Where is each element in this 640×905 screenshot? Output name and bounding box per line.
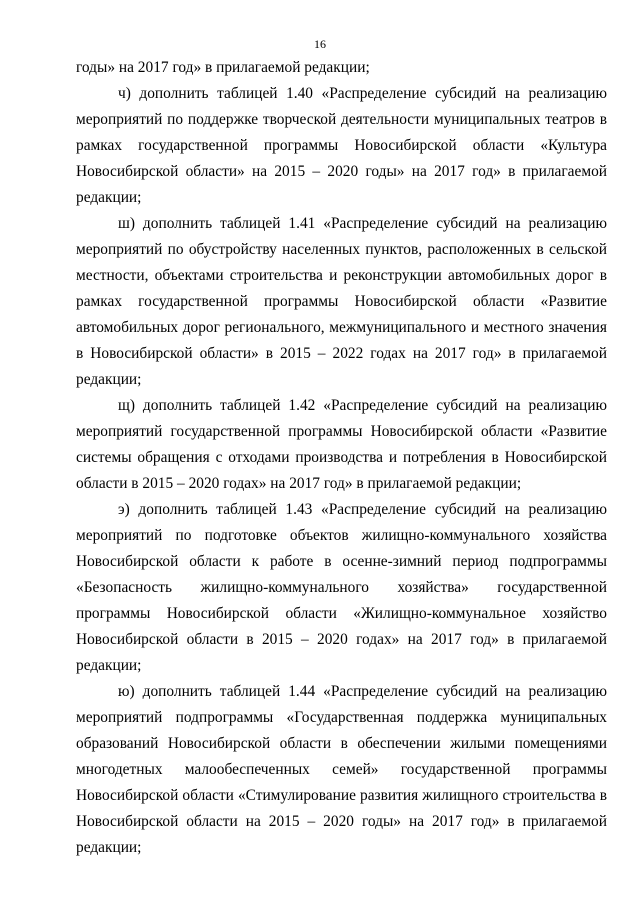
document-body (76, 55, 607, 861)
paragraph-item-yu: ю) дополнить таблицей 1.44 «Распределение субсидий на реализацию мероприятий подпрограммы «Государственная поддержка муниципальных образований Новосибирской области в обеспечении жилыми помещениями многодетных малообеспеченных семей» государственной программы Новосибирской области «Стимулирование развития жилищного строительства в Новосибирской области на 2015 – 2020 годы» на 2017 год» в прилагаемой редакции; (76, 683, 607, 856)
page-number: 16 (314, 37, 326, 51)
paragraph-item-sh: ш) дополнить таблицей 1.41 «Распределение субсидий на реализацию мероприятий по обустройству населенных пунктов, расположенных в сельской местности, объектами строительства и реконструкции автомобильных дорог в рамках государственной программы Новосибирской области «Развитие автомобильных дорог регионального, межмуниципального и местного значения в Новосибирской области» в 2015 – 2022 годах на 2017 год» в прилагаемой редакции; (76, 215, 607, 388)
paragraph-item-shch: щ) дополнить таблицей 1.42 «Распределение субсидий на реализацию мероприятий государственной программы Новосибирской области «Развитие системы обращения с отходами производства и потребления в Новосибирской области в 2015 – 2020 годах» на 2017 год» в прилагаемой редакции; (76, 397, 607, 492)
paragraph-item-e: э) дополнить таблицей 1.43 «Распределение субсидий на реализацию мероприятий по подготовке объектов жилищно-коммунального хозяйства Новосибирской области к работе в осенне-зимний период подпрограммы «Безопасность жилищно-коммунального хозяйства» государственной программы Новосибирской области «Жилищно-коммунальное хозяйство Новосибирской области в 2015 – 2020 годах» на 2017 год» в прилагаемой редакции; (76, 501, 607, 674)
paragraph-continuation: годы» на 2017 год» в прилагаемой редакции; (76, 59, 370, 76)
paragraph-item-ch: ч) дополнить таблицей 1.40 «Распределение субсидий на реализацию мероприятий по поддержке творческой деятельности муниципальных театров в рамках государственной программы Новосибирской области «Культура Новосибирской области» на 2015 – 2020 годы» на 2017 год» в прилагаемой редакции; (76, 85, 607, 206)
